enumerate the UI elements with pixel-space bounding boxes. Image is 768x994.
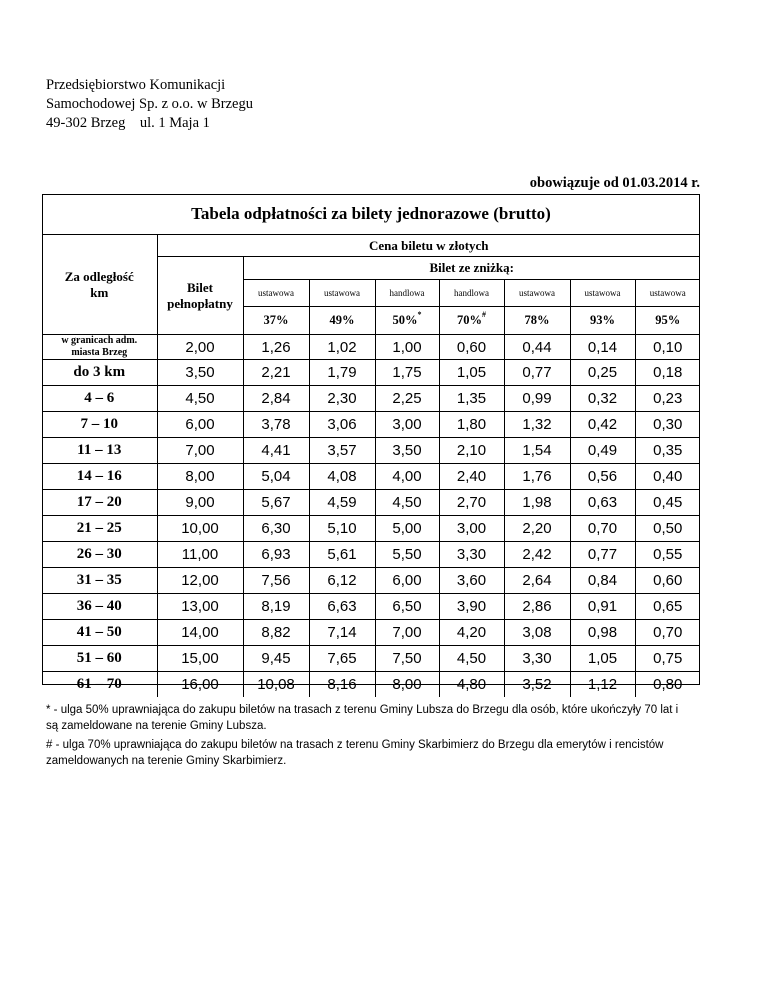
table-row <box>42 438 700 464</box>
discount-price-cell: 5,67 <box>243 490 309 516</box>
discount-price-cell: 0,55 <box>635 542 700 568</box>
distance-cell: 11 – 13 <box>42 438 157 464</box>
full-ticket-header: Bilet pełnopłatny <box>157 257 243 335</box>
discount-price-cell: 2,10 <box>439 438 504 464</box>
discount-price-cell: 2,86 <box>504 594 570 620</box>
discount-kind-4: ustawowa <box>504 280 570 307</box>
discount-price-cell: 0,99 <box>504 386 570 412</box>
discount-price-cell: 7,00 <box>375 620 439 646</box>
discount-price-cell: 0,25 <box>570 360 635 386</box>
discount-price-cell: 0,49 <box>570 438 635 464</box>
discount-price-cell: 0,56 <box>570 464 635 490</box>
table-row <box>42 360 700 386</box>
full-price-cell: 6,00 <box>157 412 243 438</box>
discount-price-cell: 4,08 <box>309 464 375 490</box>
discount-price-cell: 2,20 <box>504 516 570 542</box>
discount-price-cell: 7,50 <box>375 646 439 672</box>
full-price-cell: 7,00 <box>157 438 243 464</box>
discount-price-cell: 0,91 <box>570 594 635 620</box>
discount-price-cell: 7,65 <box>309 646 375 672</box>
discount-price-cell: 1,26 <box>243 335 309 360</box>
distance-cell: do 3 km <box>42 360 157 386</box>
discount-price-cell: 0,32 <box>570 386 635 412</box>
discount-kind-1: ustawowa <box>309 280 375 307</box>
table-row <box>42 464 700 490</box>
discount-price-cell: 4,41 <box>243 438 309 464</box>
discount-price-cell: 0,75 <box>635 646 700 672</box>
full-price-cell: 13,00 <box>157 594 243 620</box>
distance-cell: 31 – 35 <box>42 568 157 594</box>
discount-pct-value: 70% <box>457 313 482 327</box>
discount-price-cell: 3,60 <box>439 568 504 594</box>
footnote-mark: * <box>417 310 422 319</box>
discount-pct-value: 50% <box>392 313 418 327</box>
discount-kind-2: handlowa <box>375 280 439 307</box>
discount-price-cell: 6,93 <box>243 542 309 568</box>
full-price-cell: 11,00 <box>157 542 243 568</box>
company-header <box>46 76 253 133</box>
table-row <box>42 412 700 438</box>
discount-price-cell: 0,42 <box>570 412 635 438</box>
discount-price-cell: 1,98 <box>504 490 570 516</box>
discount-price-cell: 3,00 <box>375 412 439 438</box>
discount-pct-1 <box>309 307 375 335</box>
fare-table <box>42 234 700 697</box>
discount-price-cell: 0,77 <box>570 542 635 568</box>
discount-pct-value: 93% <box>590 313 615 327</box>
distance-cell: 51 – 60 <box>42 646 157 672</box>
table-row <box>42 620 700 646</box>
discount-pct-6 <box>635 307 700 335</box>
discount-price-cell: 0,18 <box>635 360 700 386</box>
footnotes <box>46 703 686 773</box>
discount-price-cell: 0,44 <box>504 335 570 360</box>
discount-price-cell: 0,50 <box>635 516 700 542</box>
distance-cell: 17 – 20 <box>42 490 157 516</box>
table-row <box>42 646 700 672</box>
discount-kind-3: handlowa <box>439 280 504 307</box>
discount-price-cell: 0,70 <box>635 620 700 646</box>
discount-price-cell: 10,08 <box>243 672 309 698</box>
discount-price-cell: 0,80 <box>635 672 700 698</box>
discount-price-cell: 0,65 <box>635 594 700 620</box>
table-row <box>42 672 700 698</box>
full-price-cell: 12,00 <box>157 568 243 594</box>
distance-cell: 14 – 16 <box>42 464 157 490</box>
discount-price-cell: 5,61 <box>309 542 375 568</box>
discount-price-cell: 8,19 <box>243 594 309 620</box>
discount-pct-4 <box>504 307 570 335</box>
discount-pct-value: 95% <box>655 313 681 327</box>
table-title: Tabela odpłatności za bilety jednorazowe (brutto) <box>191 204 551 223</box>
discount-price-cell: 4,80 <box>439 672 504 698</box>
discount-price-cell: 3,50 <box>375 438 439 464</box>
discount-price-cell: 0,60 <box>635 568 700 594</box>
discount-price-cell: 2,25 <box>375 386 439 412</box>
discount-price-cell: 3,06 <box>309 412 375 438</box>
distance-cell: w granicach adm. miasta Brzeg <box>42 335 157 360</box>
discount-kind-5: ustawowa <box>570 280 635 307</box>
discount-price-cell: 3,52 <box>504 672 570 698</box>
table-row <box>42 490 700 516</box>
discount-price-cell: 1,02 <box>309 335 375 360</box>
discount-price-cell: 8,16 <box>309 672 375 698</box>
discount-price-cell: 1,54 <box>504 438 570 464</box>
discount-price-cell: 0,23 <box>635 386 700 412</box>
discount-price-cell: 2,64 <box>504 568 570 594</box>
discount-price-cell: 2,70 <box>439 490 504 516</box>
distance-cell: 4 – 6 <box>42 386 157 412</box>
discount-price-cell: 0,70 <box>570 516 635 542</box>
discount-price-cell: 0,10 <box>635 335 700 360</box>
discount-price-cell: 2,21 <box>243 360 309 386</box>
discount-price-cell: 0,77 <box>504 360 570 386</box>
table-row <box>42 516 700 542</box>
table-row <box>42 568 700 594</box>
full-price-cell: 8,00 <box>157 464 243 490</box>
discount-price-cell: 1,12 <box>570 672 635 698</box>
distance-cell: 7 – 10 <box>42 412 157 438</box>
distance-cell: 61 – 70 <box>42 672 157 698</box>
full-price-cell: 4,50 <box>157 386 243 412</box>
discount-kind-0: ustawowa <box>243 280 309 307</box>
discount-price-cell: 4,50 <box>439 646 504 672</box>
discount-price-cell: 2,40 <box>439 464 504 490</box>
full-price-cell: 16,00 <box>157 672 243 698</box>
discount-price-cell: 3,78 <box>243 412 309 438</box>
discount-price-cell: 1,05 <box>570 646 635 672</box>
discount-pct-0 <box>243 307 309 335</box>
distance-cell: 26 – 30 <box>42 542 157 568</box>
discount-pct-3 <box>439 307 504 335</box>
discount-price-cell: 0,30 <box>635 412 700 438</box>
discount-ticket-header: Bilet ze zniżką: <box>243 257 700 280</box>
discount-pct-value: 78% <box>524 313 550 327</box>
discount-price-cell: 3,00 <box>439 516 504 542</box>
price-header: Cena biletu w złotych <box>157 235 700 257</box>
discount-pct-value: 49% <box>329 313 355 327</box>
distance-column-header: Za odległość km <box>42 235 157 335</box>
discount-price-cell: 2,84 <box>243 386 309 412</box>
discount-pct-5 <box>570 307 635 335</box>
full-price-cell: 14,00 <box>157 620 243 646</box>
discount-price-cell: 6,63 <box>309 594 375 620</box>
discount-price-cell: 3,90 <box>439 594 504 620</box>
discount-price-cell: 7,14 <box>309 620 375 646</box>
discount-price-cell: 6,50 <box>375 594 439 620</box>
discount-price-cell: 5,04 <box>243 464 309 490</box>
discount-price-cell: 0,14 <box>570 335 635 360</box>
discount-price-cell: 6,00 <box>375 568 439 594</box>
discount-price-cell: 1,76 <box>504 464 570 490</box>
discount-price-cell: 0,40 <box>635 464 700 490</box>
full-price-cell: 9,00 <box>157 490 243 516</box>
discount-pct-2 <box>375 307 439 335</box>
valid-from-date: obowiązuje od 01.03.2014 r. <box>529 175 700 191</box>
table-row <box>42 542 700 568</box>
discount-price-cell: 0,45 <box>635 490 700 516</box>
full-price-cell: 3,50 <box>157 360 243 386</box>
discount-price-cell: 8,82 <box>243 620 309 646</box>
discount-price-cell: 0,35 <box>635 438 700 464</box>
discount-price-cell: 0,98 <box>570 620 635 646</box>
footnote-mark: # <box>482 310 486 319</box>
table-row <box>42 386 700 412</box>
company-name-line2: Samochodowej Sp. z o.o. w Brzegu <box>46 96 253 112</box>
discount-price-cell: 2,30 <box>309 386 375 412</box>
distance-cell: 36 – 40 <box>42 594 157 620</box>
full-price-cell: 2,00 <box>157 335 243 360</box>
discount-price-cell: 4,59 <box>309 490 375 516</box>
table-row <box>42 594 700 620</box>
discount-price-cell: 0,60 <box>439 335 504 360</box>
discount-price-cell: 5,00 <box>375 516 439 542</box>
discount-price-cell: 8,00 <box>375 672 439 698</box>
full-price-cell: 10,00 <box>157 516 243 542</box>
discount-price-cell: 0,63 <box>570 490 635 516</box>
discount-price-cell: 7,56 <box>243 568 309 594</box>
discount-price-cell: 9,45 <box>243 646 309 672</box>
distance-cell: 21 – 25 <box>42 516 157 542</box>
discount-price-cell: 5,10 <box>309 516 375 542</box>
full-price-cell: 15,00 <box>157 646 243 672</box>
discount-price-cell: 2,42 <box>504 542 570 568</box>
discount-price-cell: 3,08 <box>504 620 570 646</box>
discount-price-cell: 4,50 <box>375 490 439 516</box>
discount-price-cell: 4,00 <box>375 464 439 490</box>
discount-price-cell: 6,12 <box>309 568 375 594</box>
discount-price-cell: 3,30 <box>504 646 570 672</box>
discount-price-cell: 1,32 <box>504 412 570 438</box>
discount-price-cell: 3,57 <box>309 438 375 464</box>
company-address: 49-302 Brzeg ul. 1 Maja 1 <box>46 115 210 131</box>
footnote-hash: # - ulga 70% uprawniająca do zakupu biletów na trasach z terenu Gminy Skarbimierz do Brzegu dla emerytów i rencistów zameldowanych na terenie Gminy Skarbimierz. <box>46 739 664 767</box>
company-name-line1: Przedsiębiorstwo Komunikacji <box>46 77 226 93</box>
discount-pct-value: 37% <box>263 313 289 327</box>
discount-price-cell: 0,84 <box>570 568 635 594</box>
discount-price-cell: 1,80 <box>439 412 504 438</box>
footnote-star: * - ulga 50% uprawniająca do zakupu biletów na trasach z terenu Gminy Lubsza do Brzegu dla osób, które ukończyły 70 lat i są zameldowane na terenie Gminy Lubsza. <box>46 704 679 732</box>
discount-price-cell: 1,05 <box>439 360 504 386</box>
discount-price-cell: 1,79 <box>309 360 375 386</box>
discount-price-cell: 4,20 <box>439 620 504 646</box>
discount-price-cell: 1,00 <box>375 335 439 360</box>
discount-price-cell: 3,30 <box>439 542 504 568</box>
discount-price-cell: 6,30 <box>243 516 309 542</box>
discount-price-cell: 1,35 <box>439 386 504 412</box>
distance-cell: 41 – 50 <box>42 620 157 646</box>
table-row <box>42 335 700 360</box>
discount-price-cell: 5,50 <box>375 542 439 568</box>
discount-price-cell: 1,75 <box>375 360 439 386</box>
discount-kind-6: ustawowa <box>635 280 700 307</box>
